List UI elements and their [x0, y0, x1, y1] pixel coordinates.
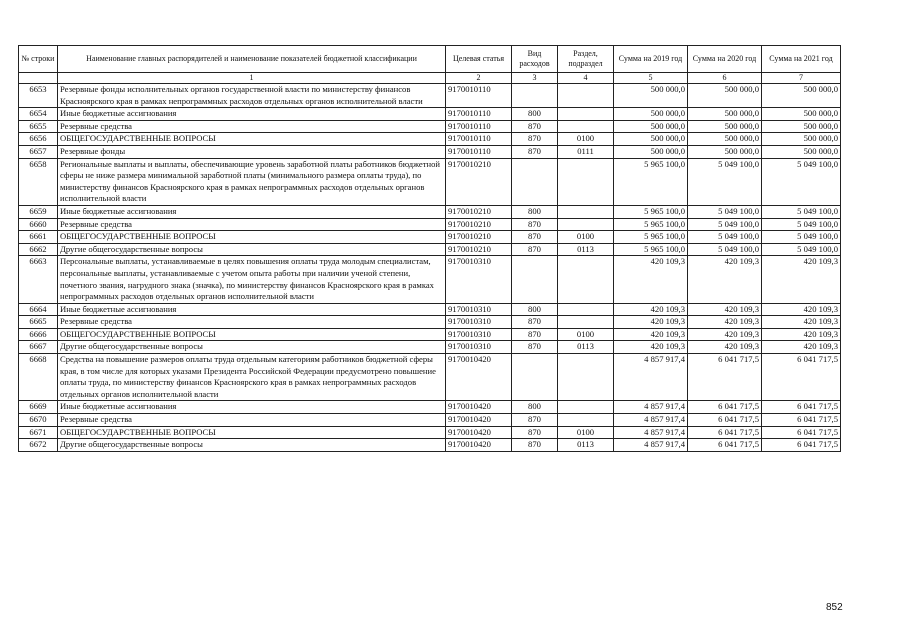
row-target-cell: 9170010210 — [446, 231, 512, 244]
table-row — [19, 354, 841, 401]
row-sum-2020-cell: 500 000,0 — [688, 145, 762, 158]
row-target-cell: 9170010210 — [446, 218, 512, 231]
column-number-row — [19, 73, 841, 84]
column-number: 5 — [614, 73, 688, 84]
row-sum-2020-cell: 5 049 100,0 — [688, 158, 762, 205]
row-sum-2019-cell: 5 965 100,0 — [614, 205, 688, 218]
row-number-cell: 6672 — [19, 439, 58, 452]
table-body — [19, 84, 841, 452]
row-sum-2020-cell: 420 109,3 — [688, 341, 762, 354]
row-number-cell: 6667 — [19, 341, 58, 354]
row-number-cell: 6664 — [19, 303, 58, 316]
row-section-cell — [558, 401, 614, 414]
row-sum-2020-cell: 6 041 717,5 — [688, 401, 762, 414]
table-row — [19, 303, 841, 316]
row-kind-cell: 870 — [512, 426, 558, 439]
row-section-cell — [558, 218, 614, 231]
row-sum-2019-cell: 4 857 917,4 — [614, 401, 688, 414]
row-number-cell: 6660 — [19, 218, 58, 231]
row-sum-2020-cell: 500 000,0 — [688, 133, 762, 146]
row-sum-2021-cell: 420 109,3 — [762, 256, 841, 303]
row-sum-2021-cell: 5 049 100,0 — [762, 158, 841, 205]
row-name-cell: Другие общегосударственные вопросы — [58, 341, 446, 354]
column-number: 1 — [58, 73, 446, 84]
row-sum-2019-cell: 5 965 100,0 — [614, 231, 688, 244]
row-name-cell: Резервные средства — [58, 218, 446, 231]
column-number: 4 — [558, 73, 614, 84]
row-target-cell: 9170010110 — [446, 108, 512, 121]
header-row — [19, 46, 841, 73]
header-sum-2020: Сумма на 2020 год — [688, 46, 762, 73]
budget-table — [18, 45, 841, 452]
row-sum-2019-cell: 420 109,3 — [614, 316, 688, 329]
table-row — [19, 243, 841, 256]
row-sum-2021-cell: 5 049 100,0 — [762, 231, 841, 244]
row-sum-2021-cell: 6 041 717,5 — [762, 439, 841, 452]
row-sum-2020-cell: 5 049 100,0 — [688, 243, 762, 256]
header-name: Наименование главных распорядителей и наименование показателей бюджетной классификации — [58, 46, 446, 73]
row-kind-cell: 870 — [512, 218, 558, 231]
row-sum-2020-cell: 500 000,0 — [688, 84, 762, 108]
row-section-cell — [558, 303, 614, 316]
row-sum-2020-cell: 6 041 717,5 — [688, 426, 762, 439]
row-name-cell: Резервные средства — [58, 414, 446, 427]
row-name-cell: Средства на повышение размеров оплаты труда отдельным категориям работников бюджетной сферы края, в том числе для которых указами Президента Российской Федерации предусмотрено повышение оплаты труда, по министерству финансов Красноярского края в рамках непрограммных расходов отдельных органов исполнительной власти — [58, 354, 446, 401]
row-section-cell: 0113 — [558, 243, 614, 256]
row-number-cell: 6659 — [19, 205, 58, 218]
row-section-cell: 0113 — [558, 341, 614, 354]
column-number: 3 — [512, 73, 558, 84]
table-row — [19, 426, 841, 439]
table-row — [19, 316, 841, 329]
table-row — [19, 328, 841, 341]
row-section-cell: 0100 — [558, 133, 614, 146]
row-sum-2020-cell: 5 049 100,0 — [688, 205, 762, 218]
header-kind: Вид расходов — [512, 46, 558, 73]
row-section-cell — [558, 120, 614, 133]
row-sum-2021-cell: 500 000,0 — [762, 145, 841, 158]
row-name-cell: Иные бюджетные ассигнования — [58, 401, 446, 414]
row-number-cell: 6665 — [19, 316, 58, 329]
row-sum-2020-cell: 500 000,0 — [688, 120, 762, 133]
row-name-cell: Резервные средства — [58, 120, 446, 133]
row-kind-cell: 870 — [512, 328, 558, 341]
row-target-cell: 9170010420 — [446, 401, 512, 414]
row-sum-2019-cell: 5 965 100,0 — [614, 218, 688, 231]
row-sum-2021-cell: 6 041 717,5 — [762, 414, 841, 427]
row-section-cell — [558, 158, 614, 205]
row-name-cell: ОБЩЕГОСУДАРСТВЕННЫЕ ВОПРОСЫ — [58, 133, 446, 146]
row-sum-2020-cell: 420 109,3 — [688, 328, 762, 341]
column-number: 2 — [446, 73, 512, 84]
row-kind-cell: 800 — [512, 401, 558, 414]
table-row — [19, 439, 841, 452]
row-sum-2021-cell: 6 041 717,5 — [762, 401, 841, 414]
row-sum-2019-cell: 500 000,0 — [614, 84, 688, 108]
row-kind-cell — [512, 84, 558, 108]
header-section: Раздел, подраздел — [558, 46, 614, 73]
row-target-cell: 9170010110 — [446, 120, 512, 133]
row-sum-2019-cell: 500 000,0 — [614, 145, 688, 158]
row-kind-cell: 870 — [512, 341, 558, 354]
row-sum-2021-cell: 500 000,0 — [762, 120, 841, 133]
row-kind-cell: 800 — [512, 303, 558, 316]
row-target-cell: 9170010310 — [446, 328, 512, 341]
header-sum-2021: Сумма на 2021 год — [762, 46, 841, 73]
row-sum-2019-cell: 4 857 917,4 — [614, 414, 688, 427]
row-sum-2019-cell: 500 000,0 — [614, 133, 688, 146]
row-kind-cell: 870 — [512, 231, 558, 244]
row-kind-cell: 870 — [512, 439, 558, 452]
row-kind-cell: 870 — [512, 133, 558, 146]
row-name-cell: Иные бюджетные ассигнования — [58, 303, 446, 316]
row-kind-cell — [512, 354, 558, 401]
column-number: 6 — [688, 73, 762, 84]
row-sum-2020-cell: 6 041 717,5 — [688, 414, 762, 427]
row-sum-2019-cell: 4 857 917,4 — [614, 426, 688, 439]
table-row — [19, 256, 841, 303]
row-sum-2019-cell: 5 965 100,0 — [614, 243, 688, 256]
row-sum-2021-cell: 420 109,3 — [762, 316, 841, 329]
row-section-cell: 0100 — [558, 426, 614, 439]
row-target-cell: 9170010310 — [446, 256, 512, 303]
table-row — [19, 231, 841, 244]
row-sum-2019-cell: 500 000,0 — [614, 120, 688, 133]
row-target-cell: 9170010420 — [446, 426, 512, 439]
row-number-cell: 6656 — [19, 133, 58, 146]
table-row — [19, 133, 841, 146]
column-number — [19, 73, 58, 84]
row-sum-2021-cell: 5 049 100,0 — [762, 218, 841, 231]
row-number-cell: 6655 — [19, 120, 58, 133]
row-sum-2019-cell: 500 000,0 — [614, 108, 688, 121]
row-number-cell: 6663 — [19, 256, 58, 303]
row-target-cell: 9170010110 — [446, 84, 512, 108]
row-number-cell: 6658 — [19, 158, 58, 205]
row-kind-cell: 870 — [512, 145, 558, 158]
row-target-cell: 9170010210 — [446, 158, 512, 205]
row-section-cell: 0111 — [558, 145, 614, 158]
row-target-cell: 9170010110 — [446, 145, 512, 158]
row-number-cell: 6671 — [19, 426, 58, 439]
row-name-cell: Иные бюджетные ассигнования — [58, 108, 446, 121]
row-sum-2020-cell: 500 000,0 — [688, 108, 762, 121]
row-name-cell: Резервные средства — [58, 316, 446, 329]
table-row — [19, 205, 841, 218]
row-number-cell: 6657 — [19, 145, 58, 158]
row-sum-2019-cell: 420 109,3 — [614, 341, 688, 354]
row-name-cell: Другие общегосударственные вопросы — [58, 439, 446, 452]
row-section-cell — [558, 354, 614, 401]
row-section-cell: 0100 — [558, 231, 614, 244]
table-row — [19, 145, 841, 158]
row-kind-cell — [512, 158, 558, 205]
header-line-no: № строки — [19, 46, 58, 73]
row-target-cell: 9170010210 — [446, 205, 512, 218]
row-kind-cell — [512, 256, 558, 303]
row-number-cell: 6654 — [19, 108, 58, 121]
row-sum-2021-cell: 420 109,3 — [762, 341, 841, 354]
page-number: 852 — [826, 602, 843, 613]
row-sum-2019-cell: 420 109,3 — [614, 328, 688, 341]
row-sum-2021-cell: 420 109,3 — [762, 303, 841, 316]
row-section-cell — [558, 256, 614, 303]
row-name-cell: ОБЩЕГОСУДАРСТВЕННЫЕ ВОПРОСЫ — [58, 426, 446, 439]
row-sum-2020-cell: 420 109,3 — [688, 303, 762, 316]
row-number-cell: 6666 — [19, 328, 58, 341]
table-row — [19, 341, 841, 354]
table-row — [19, 120, 841, 133]
row-sum-2021-cell: 500 000,0 — [762, 108, 841, 121]
row-section-cell: 0113 — [558, 439, 614, 452]
row-target-cell: 9170010310 — [446, 303, 512, 316]
row-sum-2020-cell: 420 109,3 — [688, 316, 762, 329]
row-section-cell — [558, 108, 614, 121]
row-name-cell: ОБЩЕГОСУДАРСТВЕННЫЕ ВОПРОСЫ — [58, 231, 446, 244]
row-target-cell: 9170010420 — [446, 354, 512, 401]
row-number-cell: 6669 — [19, 401, 58, 414]
row-sum-2020-cell: 6 041 717,5 — [688, 439, 762, 452]
header-target: Целевая статья — [446, 46, 512, 73]
row-target-cell: 9170010420 — [446, 439, 512, 452]
row-kind-cell: 870 — [512, 120, 558, 133]
table-row — [19, 218, 841, 231]
row-section-cell: 0100 — [558, 328, 614, 341]
row-kind-cell: 870 — [512, 414, 558, 427]
row-number-cell: 6670 — [19, 414, 58, 427]
column-number: 7 — [762, 73, 841, 84]
row-target-cell: 9170010210 — [446, 243, 512, 256]
row-sum-2020-cell: 5 049 100,0 — [688, 218, 762, 231]
row-section-cell — [558, 316, 614, 329]
row-number-cell: 6668 — [19, 354, 58, 401]
row-sum-2019-cell: 4 857 917,4 — [614, 354, 688, 401]
row-sum-2020-cell: 5 049 100,0 — [688, 231, 762, 244]
row-name-cell: Персональные выплаты, устанавливаемые в целях повышения оплаты труда молодым специалистам, персональные выплаты, устанавливаемые с учетом опыта работы при наличии ученой степени, почетного звания, нагрудного знака (значка), по министерству финансов Красноярского края в рамках непрограммных расходов отдельных органов исполнительной власти — [58, 256, 446, 303]
row-sum-2019-cell: 4 857 917,4 — [614, 439, 688, 452]
row-number-cell: 6653 — [19, 84, 58, 108]
row-sum-2021-cell: 500 000,0 — [762, 133, 841, 146]
row-section-cell — [558, 414, 614, 427]
row-target-cell: 9170010310 — [446, 341, 512, 354]
row-name-cell: Резервные фонды — [58, 145, 446, 158]
row-target-cell: 9170010310 — [446, 316, 512, 329]
row-sum-2021-cell: 6 041 717,5 — [762, 354, 841, 401]
row-kind-cell: 870 — [512, 243, 558, 256]
row-sum-2019-cell: 420 109,3 — [614, 256, 688, 303]
table-row — [19, 158, 841, 205]
row-name-cell: ОБЩЕГОСУДАРСТВЕННЫЕ ВОПРОСЫ — [58, 328, 446, 341]
row-sum-2021-cell: 5 049 100,0 — [762, 205, 841, 218]
row-target-cell: 9170010110 — [446, 133, 512, 146]
table-row — [19, 108, 841, 121]
row-name-cell: Резервные фонды исполнительных органов государственной власти по министерству финансов Красноярского края в рамках непрограммных расходов отдельных органов исполнительной власти — [58, 84, 446, 108]
row-number-cell: 6662 — [19, 243, 58, 256]
row-section-cell — [558, 84, 614, 108]
row-name-cell: Региональные выплаты и выплаты, обеспечивающие уровень заработной платы работников бюджетной сферы не ниже размера минимальной заработной платы (минимального размера оплаты труда), по министерству финансов Красноярского края в рамках непрограммных расходов отдельных органов исполнительной власти — [58, 158, 446, 205]
row-sum-2019-cell: 420 109,3 — [614, 303, 688, 316]
row-number-cell: 6661 — [19, 231, 58, 244]
row-kind-cell: 870 — [512, 316, 558, 329]
row-name-cell: Другие общегосударственные вопросы — [58, 243, 446, 256]
row-sum-2020-cell: 6 041 717,5 — [688, 354, 762, 401]
row-sum-2020-cell: 420 109,3 — [688, 256, 762, 303]
header-sum-2019: Сумма на 2019 год — [614, 46, 688, 73]
row-sum-2021-cell: 6 041 717,5 — [762, 426, 841, 439]
row-section-cell — [558, 205, 614, 218]
row-sum-2021-cell: 500 000,0 — [762, 84, 841, 108]
row-sum-2019-cell: 5 965 100,0 — [614, 158, 688, 205]
table-row — [19, 414, 841, 427]
table-row — [19, 401, 841, 414]
row-target-cell: 9170010420 — [446, 414, 512, 427]
row-kind-cell: 800 — [512, 205, 558, 218]
row-sum-2021-cell: 5 049 100,0 — [762, 243, 841, 256]
table-row — [19, 84, 841, 108]
row-kind-cell: 800 — [512, 108, 558, 121]
row-sum-2021-cell: 420 109,3 — [762, 328, 841, 341]
row-name-cell: Иные бюджетные ассигнования — [58, 205, 446, 218]
